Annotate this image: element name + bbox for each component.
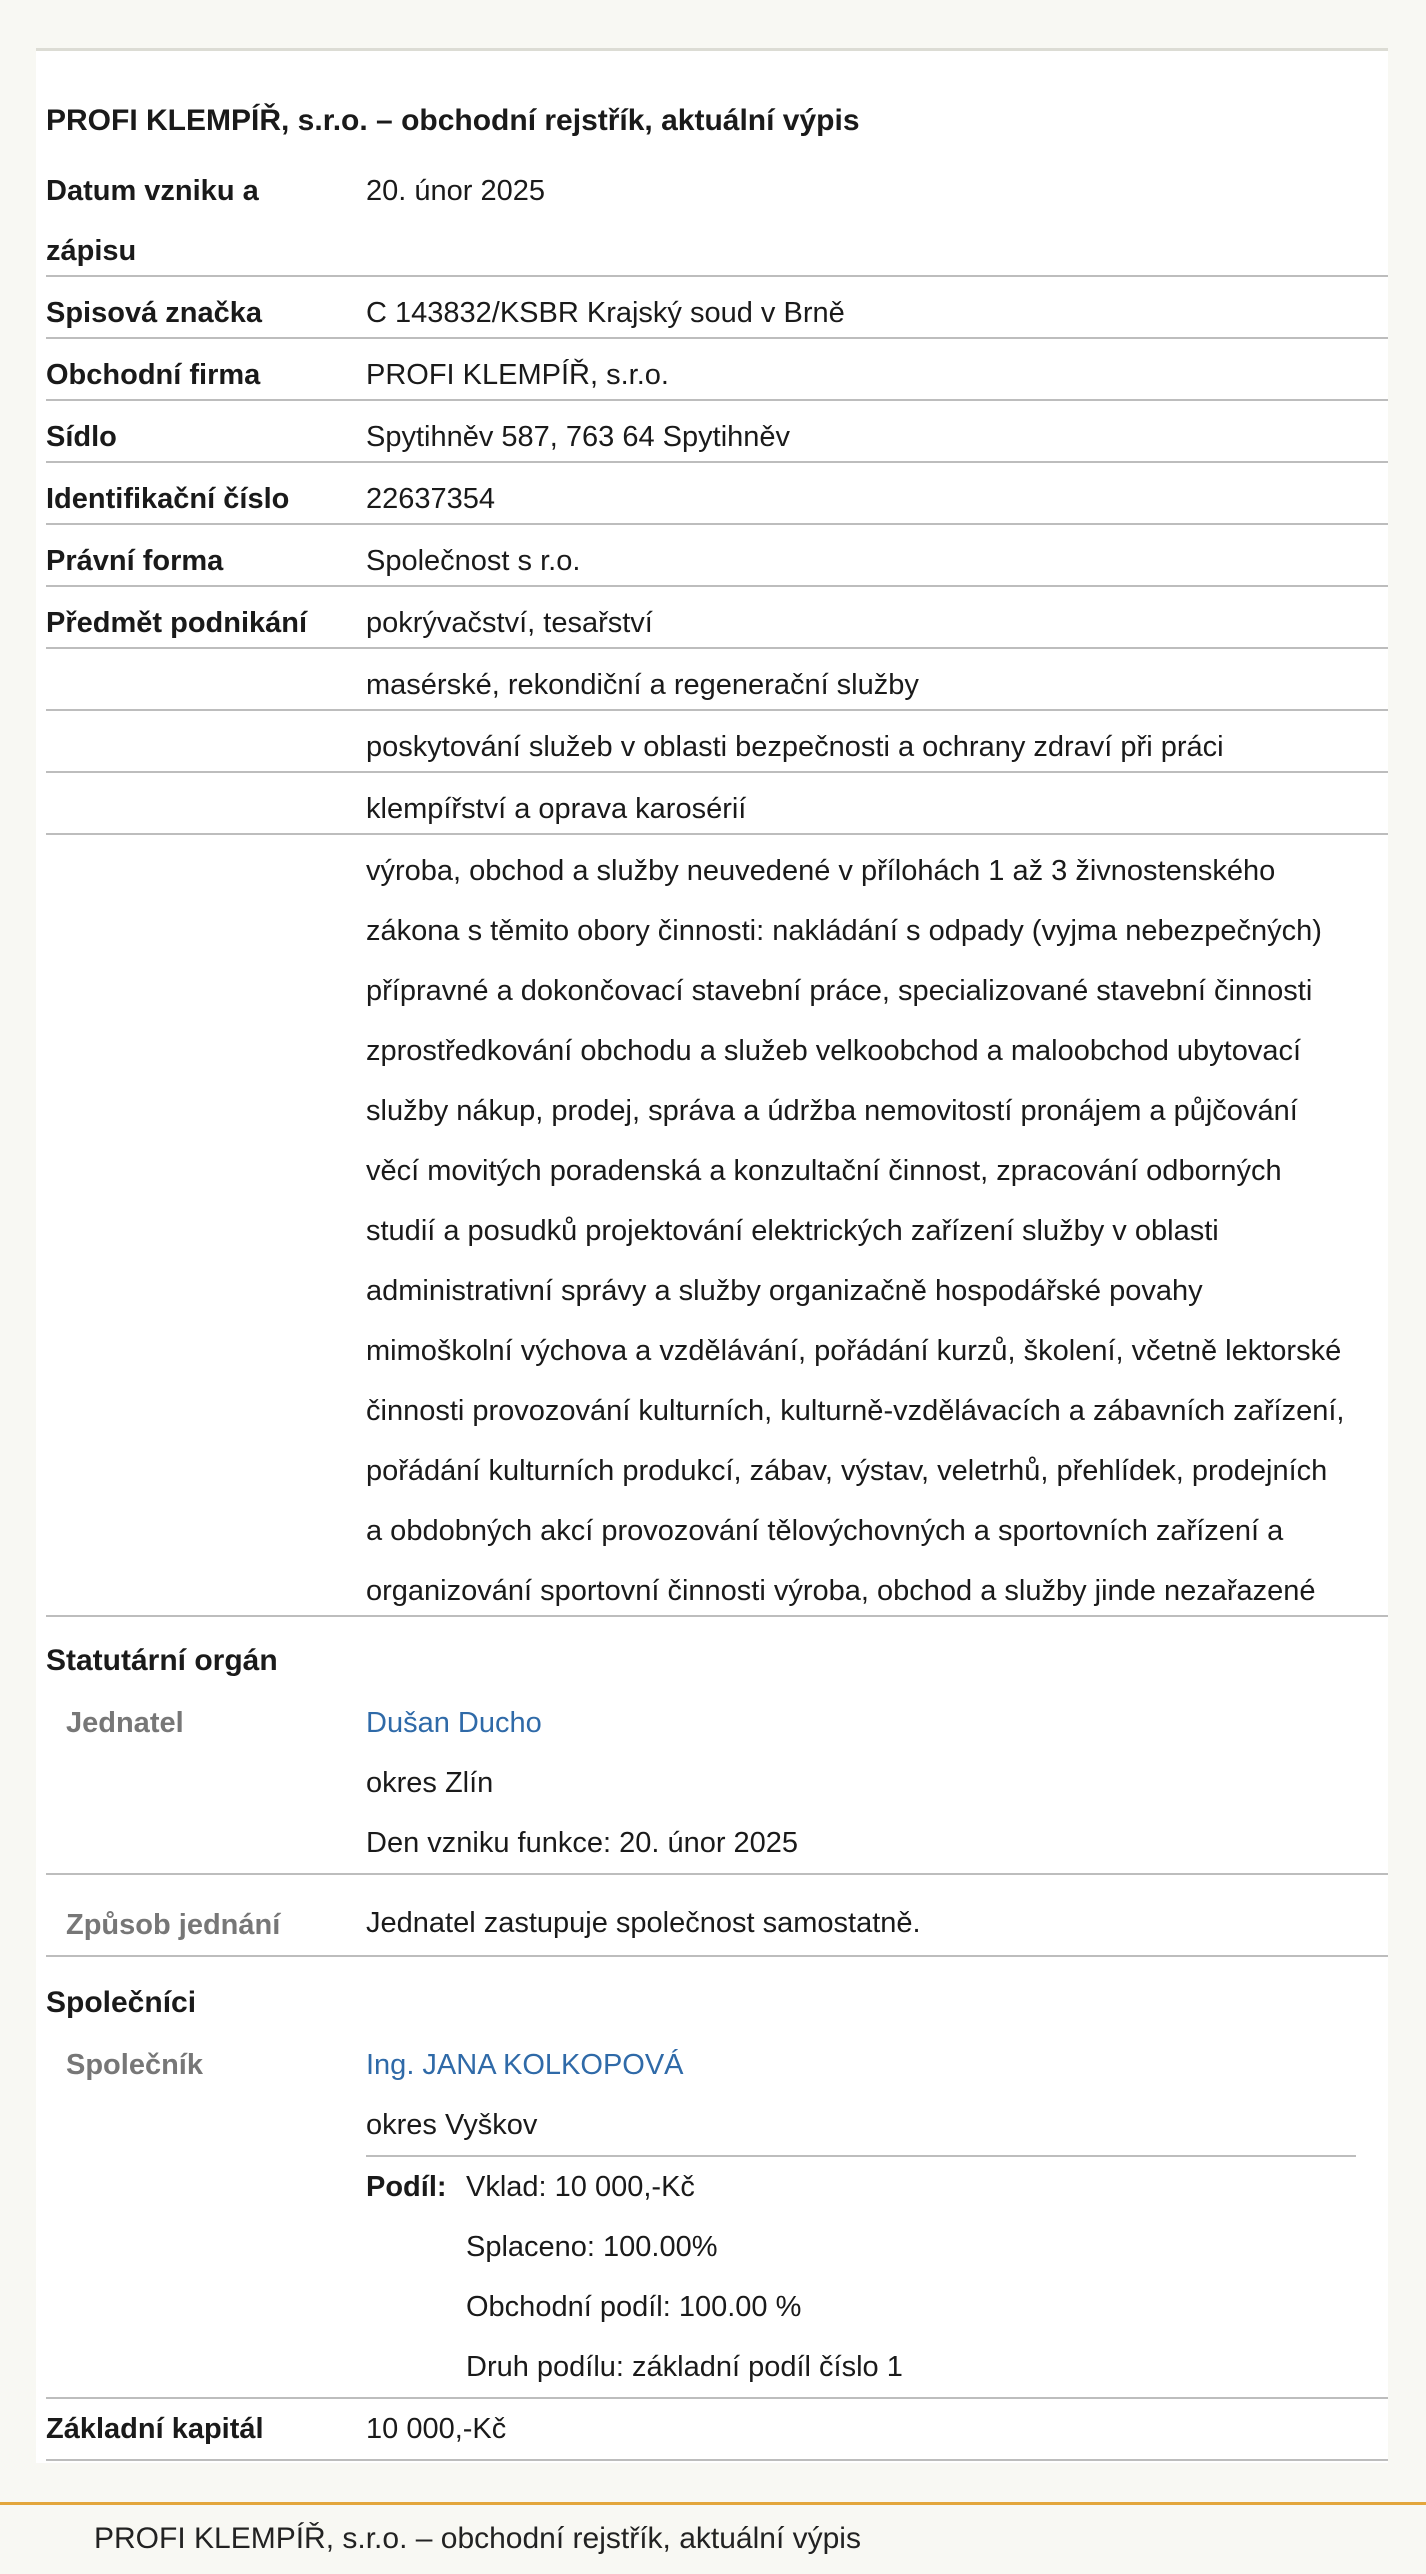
predmet-line: administrativní správy a služby organizačně hospodářské povahy bbox=[366, 1275, 1203, 1307]
value-zakladni-kapital: 10 000,-Kč bbox=[366, 2413, 507, 2445]
divider bbox=[46, 833, 1388, 835]
predmet-line: organizování sportovní činnosti výroba, obchod a služby jinde nezařazené bbox=[366, 1575, 1316, 1607]
label-obchodni-firma: Obchodní firma bbox=[46, 359, 261, 391]
divider bbox=[46, 709, 1388, 711]
jednatel-den-vzniku: Den vzniku funkce: 20. únor 2025 bbox=[366, 1827, 799, 1859]
label-datum-1: Datum vzniku a bbox=[46, 175, 259, 207]
divider bbox=[46, 461, 1388, 463]
label-predmet-podnikani: Předmět podnikání bbox=[46, 607, 308, 639]
divider bbox=[46, 337, 1388, 339]
podil-splaceno: Splaceno: 100.00% bbox=[466, 2231, 718, 2263]
predmet-line: mimoškolní výchova a vzdělávání, pořádání kurzů, školení, včetně lektorské bbox=[366, 1335, 1342, 1367]
value-pravni-forma: Společnost s r.o. bbox=[366, 545, 581, 577]
label-zakladni-kapital: Základní kapitál bbox=[46, 2413, 264, 2445]
label-datum-2: zápisu bbox=[46, 235, 137, 267]
label-sidlo: Sídlo bbox=[46, 421, 117, 453]
divider bbox=[46, 647, 1388, 649]
label-spolecnik: Společník bbox=[66, 2049, 203, 2081]
divider bbox=[46, 399, 1388, 401]
value-ico: 22637354 bbox=[366, 483, 496, 515]
label-jednatel: Jednatel bbox=[66, 1707, 184, 1739]
divider bbox=[46, 2459, 1388, 2461]
value-datum: 20. únor 2025 bbox=[366, 175, 545, 207]
podil-obchodni: Obchodní podíl: 100.00 % bbox=[466, 2291, 802, 2323]
label-pravni-forma: Právní forma bbox=[46, 545, 224, 577]
label-podil: Podíl: bbox=[366, 2171, 447, 2203]
label-spisova-znacka: Spisová značka bbox=[46, 297, 262, 329]
value-obchodni-firma: PROFI KLEMPÍŘ, s.r.o. bbox=[366, 359, 669, 391]
predmet-line: zákona s těmito obory činnosti: nakládání s odpady (vyjma nebezpečných) bbox=[366, 915, 1322, 947]
register-extract-card bbox=[36, 48, 1388, 2463]
divider bbox=[46, 1955, 1388, 1957]
predmet-line: věcí movitých poradenská a konzultační činnost, zpracování odborných bbox=[366, 1155, 1282, 1187]
predmet-line: zprostředkování obchodu a služeb velkoobchod a maloobchod ubytovací bbox=[366, 1035, 1302, 1067]
predmet-line: přípravné a dokončovací stavební práce, specializované stavební činnosti bbox=[366, 975, 1313, 1007]
jednatel-name-link[interactable]: Dušan Ducho bbox=[366, 1707, 542, 1739]
value-zpusob-jednani: Jednatel zastupuje společnost samostatně. bbox=[366, 1907, 921, 1939]
predmet-item: klempířství a oprava karosérií bbox=[366, 793, 747, 825]
predmet-item: pokrývačství, tesařství bbox=[366, 607, 653, 639]
predmet-long-item bbox=[366, 841, 1386, 1621]
predmet-line: pořádání kulturních produkcí, zábav, výstav, veletrhů, přehlídek, prodejních bbox=[366, 1455, 1328, 1487]
divider bbox=[46, 1873, 1388, 1875]
predmet-item: masérské, rekondiční a regenerační služby bbox=[366, 669, 919, 701]
divider bbox=[46, 275, 1388, 277]
page-title: PROFI KLEMPÍŘ, s.r.o. – obchodní rejstřík, aktuální výpis bbox=[46, 104, 860, 137]
section-statutarni-organ: Statutární orgán bbox=[46, 1644, 278, 1677]
footer-title: PROFI KLEMPÍŘ, s.r.o. – obchodní rejstřík, aktuální výpis bbox=[94, 2522, 861, 2555]
value-sidlo: Spytihněv 587, 763 64 Spytihněv bbox=[366, 421, 791, 453]
divider bbox=[46, 1615, 1388, 1617]
predmet-line: studií a posudků projektování elektrických zařízení služby v oblasti bbox=[366, 1215, 1219, 1247]
predmet-item: poskytování služeb v oblasti bezpečnosti a ochrany zdraví při práci bbox=[366, 731, 1224, 763]
divider bbox=[46, 523, 1388, 525]
label-ico: Identifikační číslo bbox=[46, 483, 290, 515]
predmet-line: výroba, obchod a služby neuvedené v přílohách 1 až 3 živnostenského bbox=[366, 855, 1276, 887]
predmet-line: služby nákup, prodej, správa a údržba nemovitostí pronájem a půjčování bbox=[366, 1095, 1298, 1127]
section-spolecnici: Společníci bbox=[46, 1986, 197, 2019]
jednatel-okres: okres Zlín bbox=[366, 1767, 494, 1799]
divider bbox=[46, 771, 1388, 773]
spolecnik-okres: okres Vyškov bbox=[366, 2109, 538, 2141]
label-zpusob-jednani: Způsob jednání bbox=[66, 1909, 281, 1941]
value-spisova-znacka: C 143832/KSBR Krajský soud v Brně bbox=[366, 297, 845, 329]
divider bbox=[46, 585, 1388, 587]
spolecnik-name-link[interactable]: Ing. JANA KOLKOPOVÁ bbox=[366, 2049, 684, 2081]
predmet-line: činnosti provozování kulturních, kulturně-vzdělávacích a zábavních zařízení, bbox=[366, 1395, 1345, 1427]
podil-vklad: Vklad: 10 000,-Kč bbox=[466, 2171, 695, 2203]
predmet-line: a obdobných akcí provozování tělovýchovných a sportovních zařízení a bbox=[366, 1515, 1284, 1547]
footer-rule bbox=[0, 2502, 1426, 2505]
podil-druh: Druh podílu: základní podíl číslo 1 bbox=[466, 2351, 903, 2383]
